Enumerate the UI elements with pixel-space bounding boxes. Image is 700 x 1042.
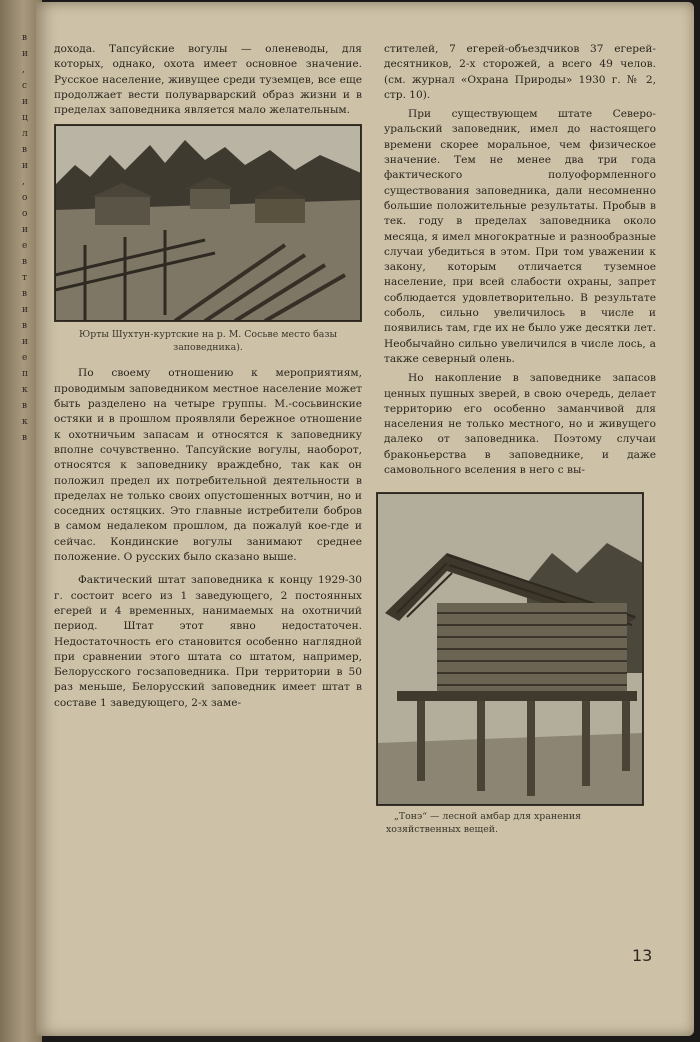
village-photo-illustration [55, 125, 361, 321]
previous-page-text: в и , с и ц л в и , о о и е в т в и в и е п к в к в [22, 33, 28, 443]
right-paragraph-1: стителей, 7 егерей-объездчиков 37 егерей-десятников, 2-х сторожей, а всего 49 челов. (см. журнал «Охрана Природы» 1930 г. № 2, стр. 10). [384, 43, 656, 101]
left-photo-caption: Юрты Шухтун-куртские на р. М. Сосьве место базы заповедника). [79, 329, 337, 354]
right-paragraph-2: При существующем штате Северо-уральский заповедник, имел до настоящего времени скорее моральное, чем физическое значение. Тем не менее два три года фактического полуоформленного существования заповедника, дали несомненно большие положительные результаты. Пробыв в тек. году в пределах заповедника около месяца, я имел многократные и разнообразные случаи убедиться в этом. При том уважении к закону, которым отличается туземное население, при всей слабости охраны, запрет соблюдается удовлетворительно. В результате соболь, сильно увеличилось в числе и появились там, где их не было уже десятки лет. Необычайно сильно увеличился в числе лось, а также северный олень. [384, 108, 656, 365]
left-paragraph-3: Фактический штат заповедника к концу 1929-30 г. состоит всего из 1 заведующего, 2 постоянных егерей и 4 временных, нанимаемых на охотничий период. Штат этот явно недостаточен. Недостаточность его становится особенно наглядной при сравнении этого штата со штатом, например, Белорусского госзаповедника. При территории в 50 раз меньше, Белорусский заповедник имеет штат в составе 1 заведующего, 2-х заме- [54, 574, 362, 709]
village-photo [54, 124, 362, 322]
left-column [54, 42, 362, 711]
right-paragraph-3: Но накопление в заповеднике запасов ценных пушных зверей, в свою очередь, делает территорию его особенно заманчивой для населения не только местного, но и живущего далеко от заповедника. Поэтому случаи браконьерства в заповеднике, и даже самовольного вселения в него с вы- [384, 372, 656, 477]
storehouse-photo [376, 492, 644, 806]
storehouse-photo-illustration [377, 493, 643, 805]
page-number: 13 [632, 946, 653, 965]
left-top-paragraph: дохода. Тапсуйские вогулы — оленеводы, для которых, однако, охота имеет основное значение. Русское население, живущее среди туземцев, все еще продолжает вести полуварварский образ жизни и в пределах заповедника является мало желательным. [54, 43, 362, 117]
left-paragraph-2: По своему отношению к мероприятиям, проводимым заповедником местное население может быть разделено на четыре группы. М.-сосьвинские остяки и в прошлом проявляли бережное отношение к охотничьим запасам и относятся к заповеднику вполне сочувственно. Тапсуйские вогулы, наоборот, относятся к заповеднику враждебно, так как он положил предел их потребительной деятельности в пределах не только своих опустошенных вотчин, но и соседних остяцких. Это главные истребители бобров в самом недалеком прошлом, да пожалуй кое-где и сейчас. Кондинские вогулы занимают среднее положение. О русских было сказано выше. [54, 367, 362, 564]
right-column [384, 42, 656, 836]
right-photo-caption: „Тонэ“ — лесной амбар для хранения хозяйственных вещей. [386, 811, 582, 836]
